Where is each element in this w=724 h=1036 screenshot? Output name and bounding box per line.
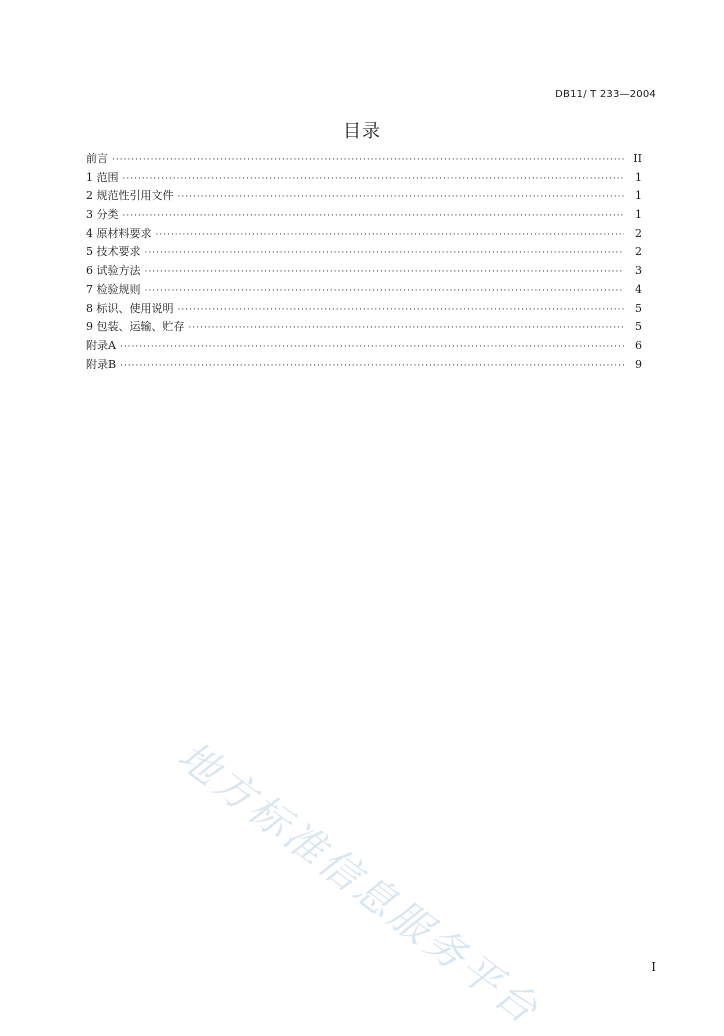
toc-leader-dots (145, 263, 625, 282)
toc-entry-appendix-a[interactable] (86, 337, 642, 356)
toc-leader-dots (156, 226, 625, 245)
toc-leader-dots (178, 188, 625, 207)
toc-entry-appendix-b[interactable] (86, 356, 642, 375)
toc-entry-packaging-transport-storage[interactable] (86, 318, 642, 337)
toc-entry-test-methods[interactable] (86, 262, 642, 281)
toc-label: 5 技术要求 (86, 245, 141, 259)
toc-label: 4 原材料要求 (86, 226, 152, 240)
toc-label: 附录B (86, 357, 117, 371)
toc-label: 6 试验方法 (86, 264, 141, 278)
toc-label: 9 包装、运输、贮存 (86, 320, 185, 334)
toc-page-number: 4 (635, 282, 642, 296)
toc-label: 2 规范性引用文件 (86, 189, 174, 203)
toc-page-number: 1 (635, 189, 642, 203)
toc-label: 3 分类 (86, 208, 119, 222)
toc-leader-dots (145, 244, 625, 263)
toc-page-number: 9 (635, 357, 642, 371)
toc-label: 8 标识、使用说明 (86, 301, 174, 315)
toc-entry-raw-materials[interactable] (86, 225, 642, 244)
toc-page-number: 6 (635, 338, 642, 352)
toc-entry-classification[interactable] (86, 206, 642, 225)
toc-entry-inspection-rules[interactable] (86, 281, 642, 300)
toc-page-number: 5 (635, 301, 642, 315)
toc-entry-normative-references[interactable] (86, 187, 642, 206)
page-title: 目录 (343, 121, 381, 142)
toc-page-number: 2 (635, 226, 642, 240)
toc-page-number: 1 (635, 208, 642, 222)
table-of-contents (86, 150, 642, 374)
toc-label: 1 范围 (86, 170, 119, 184)
toc-page-number: 5 (635, 320, 642, 334)
toc-page-number: 1 (635, 170, 642, 184)
toc-page-number: 3 (635, 264, 642, 278)
toc-leader-dots (123, 170, 625, 189)
toc-entry-scope[interactable] (86, 169, 642, 188)
toc-leader-dots (189, 319, 625, 338)
toc-leader-dots (112, 151, 624, 170)
toc-leader-dots (178, 301, 625, 320)
toc-leader-dots (120, 338, 624, 357)
standard-code: DB11/ T 233—2004 (555, 89, 656, 100)
toc-entry-marking-instructions[interactable] (86, 300, 642, 319)
toc-label: 前言 (86, 152, 108, 165)
toc-page-number: II (633, 152, 642, 165)
page-number: I (651, 960, 656, 974)
toc-entry-foreword[interactable] (86, 150, 642, 169)
toc-entry-technical-requirements[interactable] (86, 243, 642, 262)
toc-leader-dots (120, 357, 624, 376)
toc-label: 7 检验规则 (86, 282, 141, 296)
toc-page-number: 2 (635, 245, 642, 259)
toc-leader-dots (123, 207, 625, 226)
watermark: 地方标准信息服务平台 (169, 732, 549, 1035)
toc-label: 附录A (86, 338, 116, 352)
toc-leader-dots (145, 282, 625, 301)
